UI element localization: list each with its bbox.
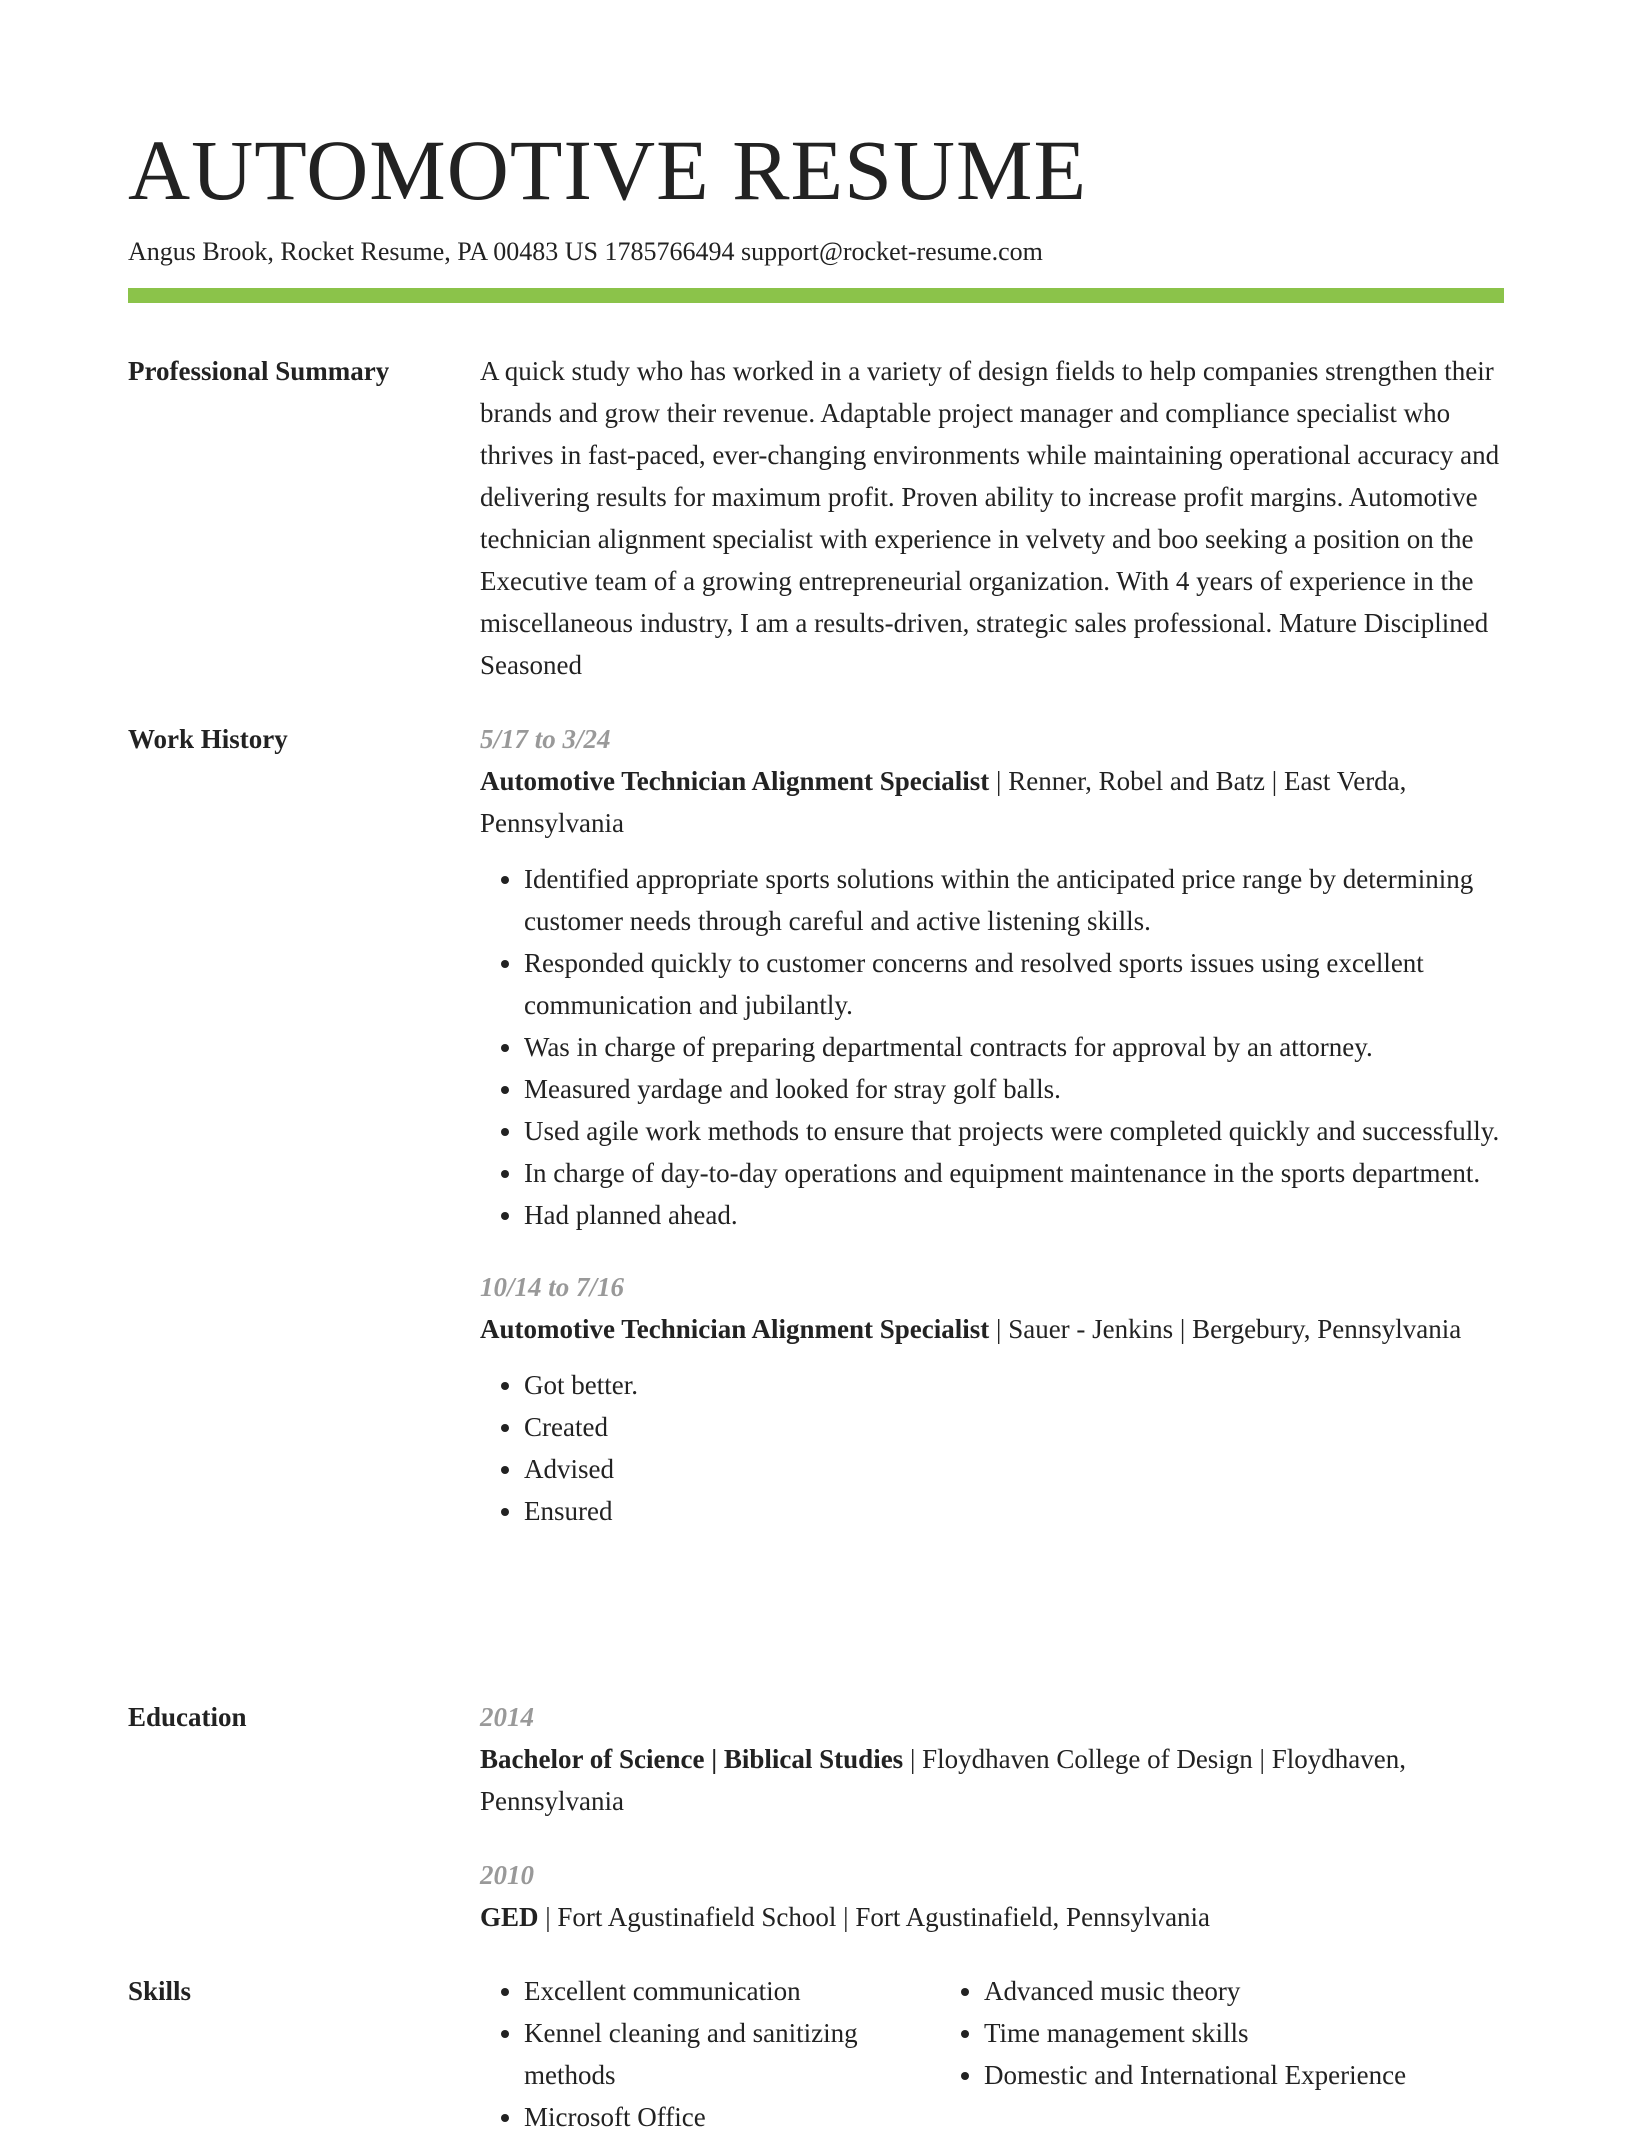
education-details: | Floydhaven College of Design | Floydhaven, Pennsylvania xyxy=(480,1744,1406,1816)
list-item: • Got better. xyxy=(524,1364,1504,1406)
job-bullets xyxy=(480,1364,1504,1532)
education-heading xyxy=(480,1738,1504,1822)
list-item: • Advanced music theory xyxy=(984,1970,1504,2012)
list-item: • In charge of day-to-day operations and equipment maintenance in the sports department. xyxy=(524,1152,1504,1194)
section-label-work-history: Work History xyxy=(128,724,288,754)
job-entry xyxy=(480,718,1504,1236)
list-item: • Ensured xyxy=(524,1490,1504,1532)
contact-line: Angus Brook, Rocket Resume, PA 00483 US 1785766494 support@rocket-resume.com xyxy=(128,237,1043,266)
job-details: | Sauer - Jenkins | Bergebury, Pennsylvania xyxy=(989,1314,1462,1344)
list-item: • Excellent communication xyxy=(524,1970,940,2012)
page-title: AUTOMOTIVE RESUME xyxy=(128,122,1088,218)
summary-text: A quick study who has worked in a variety of design fields to help companies strengthen their brands and grow their revenue. Adaptable project manager and compliance specialist who thrives in fast-paced, ever-changing environments while maintaining operational accuracy and delivering results for maximum profit. Proven ability to increase profit margins. Automotive technician alignment specialist with experience in velvety and boo seeking a position on the Executive team of a growing entrepreneurial organization. With 4 years of experience in the miscellaneous industry, I am a results-driven, strategic sales professional. Mature Disciplined Seasoned xyxy=(480,356,1500,680)
education-entry xyxy=(480,1696,1504,1822)
resume-header xyxy=(128,118,1504,303)
list-item: • Measured yardage and looked for stray golf balls. xyxy=(524,1068,1504,1110)
work-history-body xyxy=(480,718,1504,1564)
list-item: • Responded quickly to customer concerns and resolved sports issues using excellent communication and jubilantly. xyxy=(524,942,1504,1026)
section-label-skills: Skills xyxy=(128,1976,192,2006)
list-item: • Had planned ahead. xyxy=(524,1194,1504,1236)
skills-list xyxy=(940,1970,1504,2096)
list-item: • Domestic and International Experience xyxy=(984,2054,1504,2096)
job-entry xyxy=(480,1266,1504,1532)
job-details: | Renner, Robel and Batz | East Verda, Pennsylvania xyxy=(480,766,1407,838)
list-item: • Kennel cleaning and sanitizing methods xyxy=(524,2012,940,2096)
education-entry xyxy=(480,1854,1504,1938)
accent-divider xyxy=(128,288,1504,303)
job-title: Automotive Technician Alignment Specialist xyxy=(480,1314,990,1344)
section-label-education: Education xyxy=(128,1702,247,1732)
education-details: | Fort Agustinafield School | Fort Agustinafield, Pennsylvania xyxy=(538,1902,1211,1932)
skills-list xyxy=(480,1970,940,2138)
list-item: • Created xyxy=(524,1406,1504,1448)
degree: Bachelor of Science | Biblical Studies xyxy=(480,1744,904,1774)
job-bullets xyxy=(480,858,1504,1236)
job-heading xyxy=(480,760,1504,844)
skills-column xyxy=(480,1970,940,2138)
education-year: 2010 xyxy=(480,1860,534,1890)
list-item: • Identified appropriate sports solutions within the anticipated price range by determining customer needs through careful and active listening skills. xyxy=(524,858,1504,942)
job-dates: 5/17 to 3/24 xyxy=(480,724,611,754)
education-heading xyxy=(480,1896,1504,1938)
job-dates: 10/14 to 7/16 xyxy=(480,1272,625,1302)
skills-body xyxy=(480,1970,1504,2138)
education-body xyxy=(480,1696,1504,1970)
degree: GED xyxy=(480,1902,539,1932)
job-title: Automotive Technician Alignment Specialist xyxy=(480,766,990,796)
section-label-summary: Professional Summary xyxy=(128,356,390,386)
list-item: • Time management skills xyxy=(984,2012,1504,2054)
skills-columns xyxy=(480,1970,1504,2138)
skills-column xyxy=(940,1970,1504,2138)
list-item: • Microsoft Office xyxy=(524,2096,940,2138)
list-item: • Advised xyxy=(524,1448,1504,1490)
list-item: • Was in charge of preparing departmental contracts for approval by an attorney. xyxy=(524,1026,1504,1068)
education-year: 2014 xyxy=(480,1702,534,1732)
job-heading xyxy=(480,1308,1504,1350)
list-item: • Used agile work methods to ensure that projects were completed quickly and successfully. xyxy=(524,1110,1504,1152)
